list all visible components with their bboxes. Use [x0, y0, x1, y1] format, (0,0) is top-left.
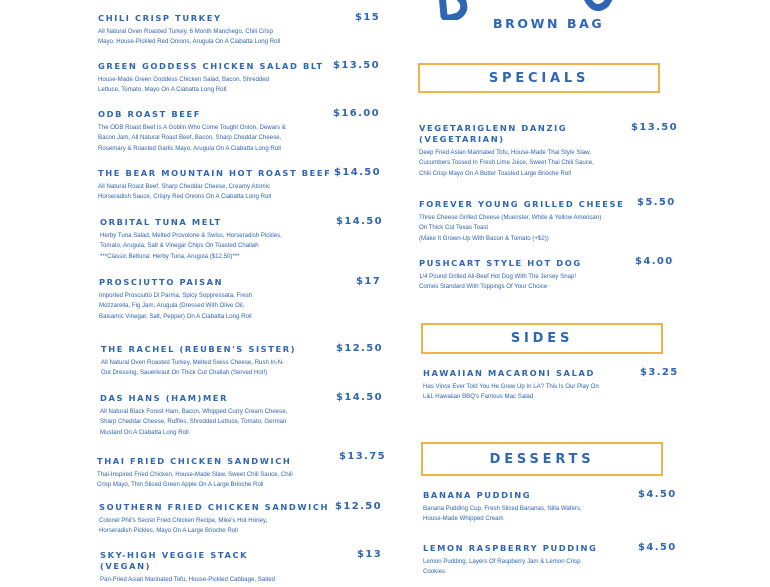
- item-description: [419, 272, 582, 293]
- item-description: [101, 358, 296, 379]
- item-description: [98, 123, 286, 154]
- menu-item: [100, 550, 275, 585]
- description-line: Mustard On A Ciabatta Long Roll: [100, 428, 189, 436]
- description-line: Crisp Mayo, Thin Sliced Green Apple On A Large Brioche Roll: [97, 481, 264, 489]
- item-price: $13.75: [339, 451, 386, 462]
- description-line: L&L Hawaiian BBQ's Famous Mac Salad: [423, 393, 534, 401]
- item-name: LEMON RASPBERRY PUDDING: [423, 543, 598, 553]
- menu-item: [98, 61, 324, 96]
- item-name-line2: (VEGAN): [100, 561, 152, 571]
- description-line: (Make It Grown-Up With Bacon & Tomato (+$2)): [419, 234, 549, 242]
- description-line: Imported Prosciutto Di Parma, Spicy Soppressata, Fresh: [99, 292, 253, 299]
- item-price: $13.50: [333, 60, 380, 71]
- item-description: [423, 504, 582, 525]
- description-line: House-Made Whipped Cream: [423, 515, 504, 523]
- description-line: Has Vince Ever Told You He Grew Up In LA? This Is Our Play On: [423, 383, 599, 390]
- item-price: $3.25: [640, 367, 679, 378]
- description-line: Lemon Pudding, Layers Of Raspberry Jam & Lemon Crisp: [423, 558, 581, 565]
- item-price: $4.50: [638, 489, 677, 500]
- description-line: Bacon Jam, All Natural Roast Beef, Bacon, Sharp Cheddar Cheese,: [98, 134, 282, 142]
- item-price: $13.50: [631, 122, 678, 133]
- description-line: Balsamic Vinegar, Salt, Pepper) On A Ciabatta Long Roll: [99, 312, 252, 320]
- item-name: HAWAIIAN MACARONI SALAD: [423, 368, 595, 378]
- description-line: All Natural Oven Roasted Turkey, 6 Month Manchego, Chili Crisp: [98, 28, 273, 35]
- menu-item: [98, 109, 286, 154]
- description-line: All Natural Black Forest Ham, Bacon, Whipped Curry Cream Cheese,: [100, 408, 288, 415]
- description-line: House-Made Green Goddess Chicken Salad, Bacon, Shredded: [98, 76, 270, 83]
- description-line: Cookies: [423, 568, 446, 576]
- item-price: $13: [357, 549, 383, 560]
- item-name: CHILI CRISP TURKEY: [98, 13, 222, 23]
- description-line: Out Dressing, Sauerkraut On Thick Cut Challah (Served Hot!): [101, 369, 268, 377]
- description-line: The ODB Roast Beef Is A Goblin Who Come Tought Onion, Dewars &: [98, 124, 286, 131]
- description-line: Cucumbers Tossed In Fresh Lime Juice, Sweet Thai Chili Sauce,: [419, 159, 594, 167]
- description-line: Tomato, Arugula, Salt & Vinegar Chips On Toasted Challah: [100, 242, 259, 250]
- item-name: ODB ROAST BEEF: [98, 109, 202, 119]
- desserts-header-box: [421, 442, 663, 476]
- item-name-line2: (VEGETARIAN): [419, 134, 505, 144]
- description-line: Chili Crisp Mayo On A Butter Toasted Large Brioche Roll: [419, 169, 571, 177]
- description-line: Sharp Cheddar Cheese, Ruffles, Shredded Lettuce, Tomato, German: [100, 418, 287, 426]
- item-name: THAI FRIED CHICKEN SANDWICH: [97, 456, 292, 466]
- menu-item: [419, 258, 582, 293]
- description-line: Mayo, House-Pickled Red Onions, Arugula On A Ciabatta Long Roll: [98, 38, 281, 46]
- item-description: [423, 557, 597, 578]
- item-description: [100, 575, 275, 585]
- description-line: Herby Tuna Salad, Melted Provolone & Swiss, Horseradish Pickles,: [100, 232, 282, 239]
- menu-item: [419, 199, 624, 244]
- item-price: $12.50: [335, 501, 382, 512]
- item-description: [419, 213, 624, 244]
- item-price: $12.50: [336, 343, 383, 354]
- description-line: All Natural Roast Beef, Sharp Cheddar Cheese, Creamy Atomic: [98, 183, 271, 190]
- item-name: DAS HANS (HAM)MER: [100, 393, 229, 403]
- item-name: VEGETARIGLENN DANZIG: [419, 123, 568, 133]
- item-price: $14.50: [334, 167, 381, 178]
- description-line: Horseradish Pickles, Mayo On A Large Brioche Roll: [99, 527, 238, 535]
- item-description: [423, 382, 599, 403]
- item-description: [98, 75, 324, 96]
- item-name: BANANA PUDDING: [423, 490, 532, 500]
- item-price: $15: [355, 12, 381, 23]
- menu-item: [98, 168, 331, 203]
- description-line: Colonel Phil's Secret Fried Chicken Recipe, Mike's Hot Honey,: [99, 517, 268, 524]
- sides-title: SIDES: [510, 331, 574, 346]
- brand-logo: [436, 0, 626, 36]
- description-line: On Thick Cut Texas Toast: [419, 224, 489, 232]
- description-line: Rosemary & Roasted Garlic Mayo, Arugula On A Ciabatta Long Roll: [98, 144, 281, 152]
- description-line: Pan-Fried Asian Marinated Tofu, House-Pickled Cabbage, Salted: [100, 576, 276, 583]
- menu-item: [99, 277, 252, 322]
- item-price: $4.00: [635, 256, 674, 267]
- menu-item: [101, 344, 296, 379]
- description-line: All Natural Oven Roasted Turkey, Melted Swiss Cheese, Rush In-N-: [101, 359, 285, 366]
- menu-item: [423, 368, 599, 403]
- item-description: [99, 516, 329, 537]
- item-name: ORBITAL TUNA MELT: [100, 217, 222, 227]
- menu-item: [423, 543, 597, 578]
- menu-item: [423, 490, 582, 525]
- item-description: [97, 470, 293, 491]
- menu-item: [419, 123, 594, 179]
- specials-title: SPECIALS: [488, 70, 590, 86]
- item-name: SKY-HIGH VEGGIE STACK: [100, 550, 249, 560]
- description-line: ***Classic Beltuna: Herby Tuna, Arugula ($12.50)***: [100, 252, 240, 260]
- item-description: [100, 407, 287, 438]
- description-line: Banana Pudding Cup, Fresh Sliced Bananas, Nilla Wafers,: [423, 505, 582, 512]
- description-line: Horseradish Sauce, Crispy Red Onions On A Ciabatta Long Roll: [98, 193, 272, 201]
- item-name: PROSCIUTTO PAISAN: [99, 277, 224, 287]
- item-name: SOUTHERN FRIED CHICKEN SANDWICH: [99, 502, 330, 512]
- item-price: $14.50: [336, 392, 383, 403]
- item-price: $16.00: [333, 108, 380, 119]
- item-name: FOREVER YOUNG GRILLED CHEESE: [419, 199, 625, 209]
- description-line: Deep Fried Asian Marinated Tofu, House-Made Thai Style Slaw,: [419, 149, 591, 156]
- description-line: Thai-Inspired Fried Chicken, House-Made Slaw, Sweet Chili Sauce, Chili: [97, 471, 293, 478]
- sides-header-box: [421, 323, 663, 354]
- desserts-title: DESSERTS: [489, 451, 595, 467]
- menu-item: [100, 393, 287, 438]
- item-price: $4.50: [638, 542, 677, 553]
- item-description: [98, 182, 331, 203]
- description-line: Comes Standard With Toppings Of Your Choice: [419, 283, 548, 291]
- description-line: Three Cheese Grilled Cheese (Muenster, White & Yellow American): [419, 214, 602, 221]
- item-description: [100, 231, 282, 262]
- item-description: [419, 148, 594, 179]
- item-price: $17: [356, 276, 382, 287]
- item-name: PUSHCART STYLE HOT DOG: [419, 258, 582, 268]
- item-name: THE BEAR MOUNTAIN HOT ROAST BEEF: [98, 168, 332, 178]
- description-line: 1/4 Pound Grilled All-Beef Hot Dog With The Jersey Snap!: [419, 273, 577, 280]
- item-name: THE RACHEL (REUBEN'S SISTER): [101, 344, 297, 354]
- item-price: $5.50: [637, 197, 676, 208]
- specials-header-box: [418, 63, 660, 93]
- item-description: [99, 291, 252, 322]
- menu-item: [99, 502, 329, 537]
- item-description: [98, 27, 280, 48]
- description-line: Lettuce, Tomato, Mayo On A Ciabatta Long Roll: [98, 86, 227, 94]
- menu-item: [98, 13, 280, 48]
- brand-subtitle: BROWN BAG: [493, 16, 605, 31]
- item-price: $14.50: [336, 216, 383, 227]
- description-line: Mozzarella, Fig Jam, Arugula (Dressed With Olive Oil,: [99, 302, 245, 310]
- menu-item: [97, 456, 293, 491]
- item-name: GREEN GODDESS CHICKEN SALAD BLT: [98, 61, 324, 71]
- menu-item: [100, 217, 282, 262]
